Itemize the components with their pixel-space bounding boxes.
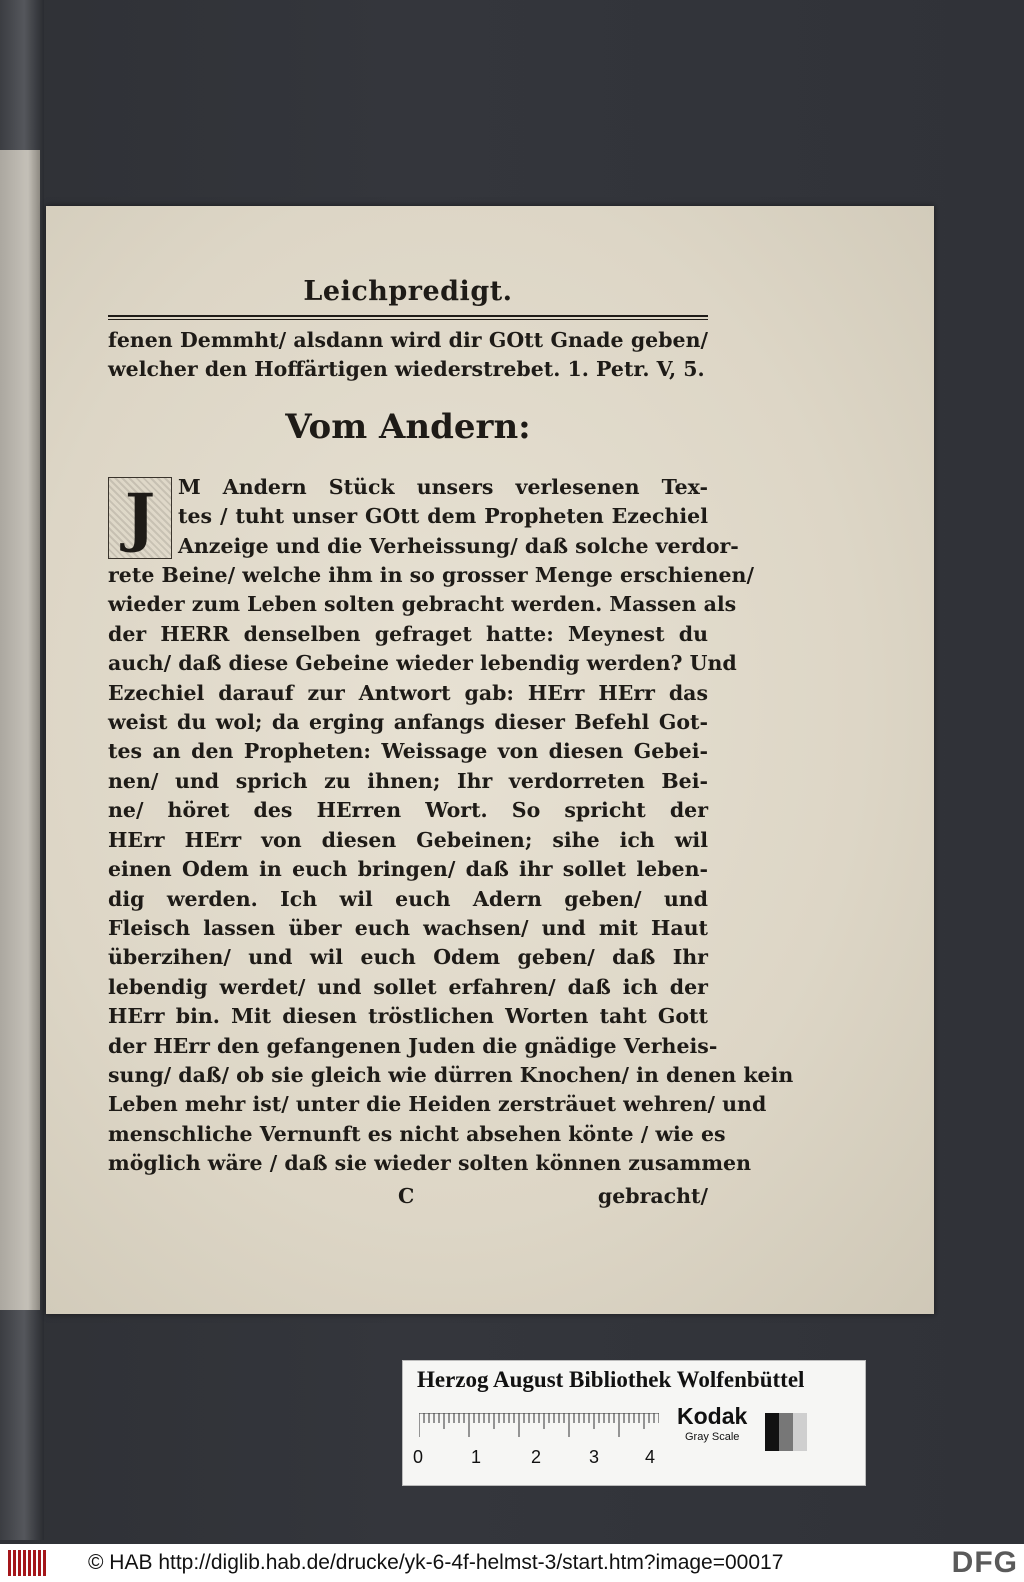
signature-row [108,1181,708,1211]
body-line: ne/ höret des HErren Wort. So spricht der [108,798,708,823]
ruler-number: 0 [413,1447,424,1467]
swatch-gray [779,1413,793,1451]
color-scale-card [402,1360,866,1486]
card-title: Herzog August Bibliothek Wolfenbüttel [417,1367,805,1392]
body-line: HErr HErr von diesen Gebeinen; sihe ich wil [108,827,708,852]
kodak-logo: Kodak [677,1403,748,1429]
drop-cap: J [108,477,172,559]
body-paragraph [108,473,794,1179]
dfg-logo: DFG [951,1546,1018,1579]
ruler-number: 2 [531,1447,542,1467]
intro-line: fenen Demmht/ alsdann wird dir GOtt Gnade geben/ [108,328,708,352]
body-line: menschliche Vernunft es nicht absehen könte / wie es [108,1121,726,1146]
kodak-subtitle: Gray Scale [685,1431,740,1443]
body-line: sung/ daß/ ob sie gleich wie dürren Knochen/ in denen kein [108,1062,794,1087]
body-line: lebendig werdet/ und sollet erfahren/ daß ich der [108,974,708,999]
body-line: Leben mehr ist/ unter die Heiden zersträuet wehren/ und [108,1092,767,1117]
body-line: der HERR denselben gefraget hatte: Meynest du [108,621,708,646]
swatch-black [765,1413,779,1451]
adjacent-leaf-edge [0,150,40,1310]
signature-mark: C [398,1183,415,1208]
catchword: gebracht/ [597,1183,708,1208]
section-title: Vom Andern: [285,406,531,447]
body-line: einen Odem in euch bringen/ daß ihr sollet leben- [108,857,708,882]
body-line: Fleisch lassen über euch wachsen/ und mit Haut [108,915,708,940]
body-line: tes / tuht unser GOtt dem Propheten Ezechiel [178,504,708,529]
body-line: weist du wol; da erging anfangs dieser Befehl Got- [108,710,708,735]
body-line: dig werden. Ich wil euch Adern geben/ und [108,886,708,911]
gray-swatches [765,1413,807,1451]
intro-line: welcher den Hoffärtigen wiederstrebet. 1. Petr. V, 5. [108,357,705,382]
text-block [108,276,794,1211]
body-line: M Andern Stück unsers verlesenen Tex- [178,474,708,499]
body-line: Anzeige und die Verheissung/ daß solche verdor- [178,533,739,558]
ruler-scale [419,1413,659,1439]
header-rule [108,315,708,320]
swatch-light [793,1413,807,1451]
body-line: auch/ daß diese Gebeine wieder lebendig werden? Und [108,651,737,676]
body-line: wieder zum Leben solten gebracht werden. Massen als [108,592,737,617]
ruler-number: 3 [589,1447,600,1467]
body-line: tes an den Propheten: Weissage von diesen Gebei- [108,739,708,764]
body-line: rete Beine/ welche ihm in so grosser Menge erschienen/ [108,563,754,588]
ruler-number: 1 [471,1447,482,1467]
footer-url[interactable]: © HAB http://diglib.hab.de/drucke/yk-6-4f-helmst-3/start.htm?image=00017 [88,1551,784,1574]
running-head: Leichpredigt. [303,276,513,307]
body-line: der HErr den gefangenen Juden die gnädige Verheis- [108,1033,718,1058]
body-line: möglich wäre / daß sie wieder solten können zusammen [108,1151,751,1176]
body-line: überzihen/ und wil euch Odem geben/ daß Ihr [108,945,708,970]
ruler-number: 4 [645,1447,656,1467]
footer-bar [0,1544,1024,1582]
body-line: nen/ und sprich zu ihnen; Ihr verdorreten Bei- [108,768,708,793]
body-line: Ezechiel darauf zur Antwort gab: HErr HErr das [108,680,708,705]
hab-logo-icon [8,1548,48,1578]
body-line: HErr bin. Mit diesen tröstlichen Worten taht Gott [108,1004,708,1029]
book-page [46,206,934,1314]
